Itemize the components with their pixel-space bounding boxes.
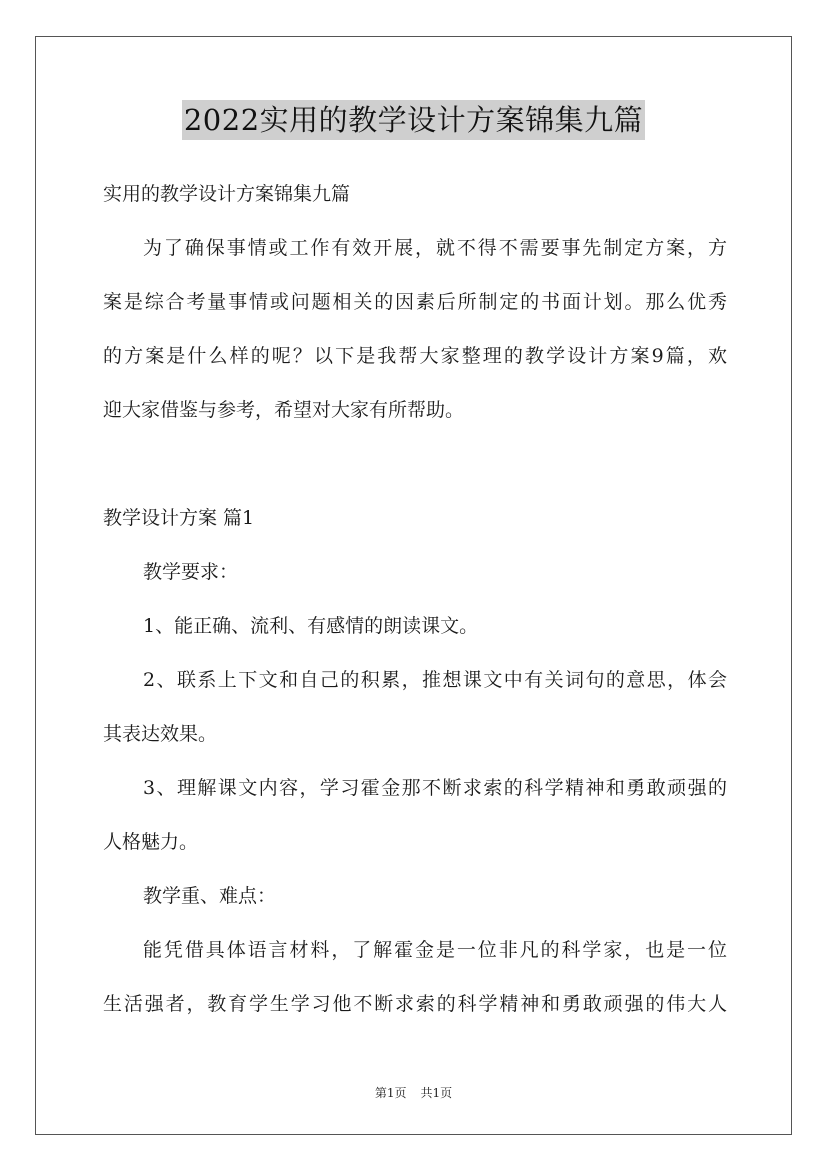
page-number: 第1页 [374,1086,407,1100]
page-footer [0,1084,827,1101]
paragraph-line: 为了确保事情或工作有效开展，就不得不需要事先制定方案，方 [143,237,727,259]
paragraph-line: 3、理解课文内容，学习霍金那不断求索的科学精神和勇敢顽强的 [143,777,727,799]
paragraph-line: 能凭借具体语言材料，了解霍金是一位非凡的科学家，也是一位 [143,939,727,961]
paragraph-line: 教学重、难点： [143,885,277,907]
paragraph-line: 案是综合考量事情或问题相关的因素后所制定的书面计划。那么优秀 [103,291,727,313]
section-heading: 教学设计方案 篇1 [103,507,255,529]
paragraph-line: 的方案是什么样的呢？以下是我帮大家整理的教学设计方案9篇，欢 [103,345,727,367]
paragraph-line: 2、联系上下文和自己的积累，推想课文中有关词句的意思，体会 [143,669,727,691]
paragraph-line: 迎大家借鉴与参考，希望对大家有所帮助。 [103,399,465,421]
paragraph-line: 其表达效果。 [103,723,218,745]
document-title: 2022实用的教学设计方案锦集九篇 [182,100,645,140]
paragraph-line: 教学要求： [143,561,239,583]
paragraph-line: 人格魅力。 [103,831,199,853]
subtitle-line: 实用的教学设计方案锦集九篇 [103,183,351,205]
document-body [103,167,727,1031]
title-container [0,100,827,140]
paragraph-line: 生活强者，教育学生学习他不断求索的科学精神和勇敢顽强的伟大人 [103,993,727,1015]
page-total: 共1页 [420,1086,453,1100]
blank-line [103,437,727,491]
paragraph-line: 1、能正确、流利、有感情的朗读课文。 [143,615,479,637]
